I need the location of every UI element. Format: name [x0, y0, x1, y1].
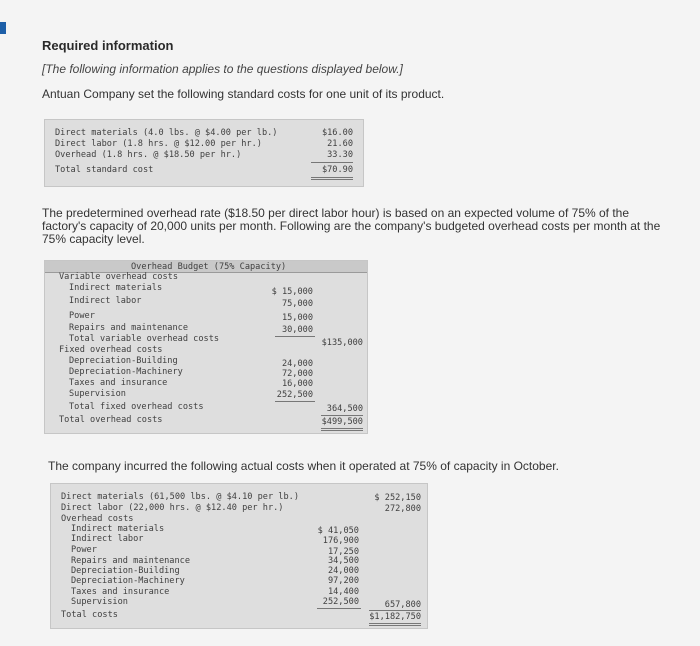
actual-line-label: Taxes and insurance: [71, 587, 170, 597]
std-row-label: Direct materials (4.0 lbs. @ $4.00 per lb.): [55, 128, 278, 138]
variable-heading: Variable overhead costs: [59, 272, 178, 282]
double-rule: [311, 179, 353, 180]
sum-rule: [369, 610, 421, 611]
std-row-label: Overhead (1.8 hrs. @ $18.50 per hr.): [55, 150, 242, 160]
actual-total-label: Total costs: [61, 610, 118, 620]
actual-dm-label: Direct materials (61,500 lbs. @ $4.10 per lb.): [61, 492, 299, 502]
total-fixed-label: Total fixed overhead costs: [69, 402, 204, 412]
actual-costs-table: [50, 483, 428, 629]
actual-line-amount: 24,000: [327, 566, 359, 576]
budget-line-label: Indirect materials: [69, 283, 163, 293]
double-rule: [369, 625, 421, 626]
budget-line-amount: 72,000: [281, 369, 313, 379]
actual-line-amount: $ 41,050: [317, 526, 359, 536]
sum-rule: [275, 336, 315, 337]
total-overhead-label: Total overhead costs: [59, 415, 163, 425]
budget-line-amount: 15,000: [281, 313, 313, 323]
actual-line-amount: 176,900: [322, 536, 359, 546]
sum-rule: [311, 162, 353, 163]
std-total-label: Total standard cost: [55, 165, 154, 175]
budget-line-amount: 30,000: [281, 325, 313, 335]
actual-line-label: Indirect materials: [71, 524, 165, 534]
budget-line-label: Depreciation-Building: [69, 356, 178, 366]
actual-line-amount: 17,250: [327, 547, 359, 557]
actual-total-amount: $1,182,750: [369, 612, 421, 622]
std-row-amount: 33.30: [327, 150, 353, 160]
budget-line-label: Depreciation-Machinery: [69, 367, 183, 377]
double-rule: [369, 623, 421, 624]
overhead-rate-paragraph: The predetermined overhead rate ($18.50 per direct labor hour) is based on an expected volume of 75% of the factory's capacity of 20,000 units per month. Following are the company's budgeted overhead costs per month at the 75% capacity level.: [42, 206, 661, 246]
actual-line-amount: 34,500: [327, 556, 359, 566]
total-variable-amount: $135,000: [321, 338, 363, 348]
question-marker: [0, 22, 6, 34]
actual-line-label: Repairs and maintenance: [71, 556, 190, 566]
actual-dl-amount: 272,800: [384, 504, 421, 514]
applies-note: [The following information applies to the questions displayed below.]: [42, 62, 403, 76]
actual-line-amount: 14,400: [327, 587, 359, 597]
budget-title: Overhead Budget (75% Capacity): [131, 262, 287, 272]
actual-line-amount: 252,500: [322, 597, 359, 607]
fixed-heading: Fixed overhead costs: [59, 345, 163, 355]
sum-rule: [321, 415, 363, 416]
double-rule: [311, 177, 353, 178]
budget-line-amount: 16,000: [281, 379, 313, 389]
actual-line-label: Depreciation-Machinery: [71, 576, 185, 586]
actual-dm-amount: $ 252,150: [374, 493, 421, 503]
std-total-amount: $70.90: [321, 165, 353, 175]
intro-text: Antuan Company set the following standard costs for one unit of its product.: [42, 87, 445, 101]
budget-line-label: Repairs and maintenance: [69, 323, 188, 333]
budget-line-amount: 75,000: [281, 299, 313, 309]
overhead-costs-heading: Overhead costs: [61, 514, 134, 524]
actual-line-label: Depreciation-Building: [71, 566, 180, 576]
total-overhead-amount: $499,500: [321, 417, 363, 427]
actual-line-label: Indirect labor: [71, 534, 144, 544]
std-row-amount: $16.00: [321, 128, 353, 138]
overhead-budget-table: [44, 260, 368, 434]
actual-line-label: Supervision: [71, 597, 128, 607]
actual-costs-paragraph: The company incurred the following actual costs when it operated at 75% of capacity in October.: [48, 459, 559, 473]
budget-line-label: Supervision: [69, 389, 126, 399]
double-rule: [321, 428, 363, 429]
budget-line-label: Indirect labor: [69, 296, 142, 306]
actual-line-amount: 97,200: [327, 576, 359, 586]
total-fixed-amount: 364,500: [326, 404, 363, 414]
budget-line-label: Taxes and insurance: [69, 378, 168, 388]
double-rule: [321, 430, 363, 431]
budget-line-amount: $ 15,000: [271, 287, 313, 297]
actual-dl-label: Direct labor (22,000 hrs. @ $12.40 per hr.): [61, 503, 284, 513]
overhead-total-amount: 657,800: [384, 600, 421, 610]
total-variable-label: Total variable overhead costs: [69, 334, 220, 344]
standard-cost-table: [44, 119, 364, 187]
budget-line-amount: 24,000: [281, 359, 313, 369]
std-row-label: Direct labor (1.8 hrs. @ $12.00 per hr.): [55, 139, 262, 149]
budget-line-amount: 252,500: [276, 390, 313, 400]
budget-line-label: Power: [69, 311, 95, 321]
section-heading: Required information: [42, 38, 174, 53]
std-row-amount: 21.60: [327, 139, 353, 149]
sum-rule: [275, 401, 315, 402]
actual-line-label: Power: [71, 545, 97, 555]
